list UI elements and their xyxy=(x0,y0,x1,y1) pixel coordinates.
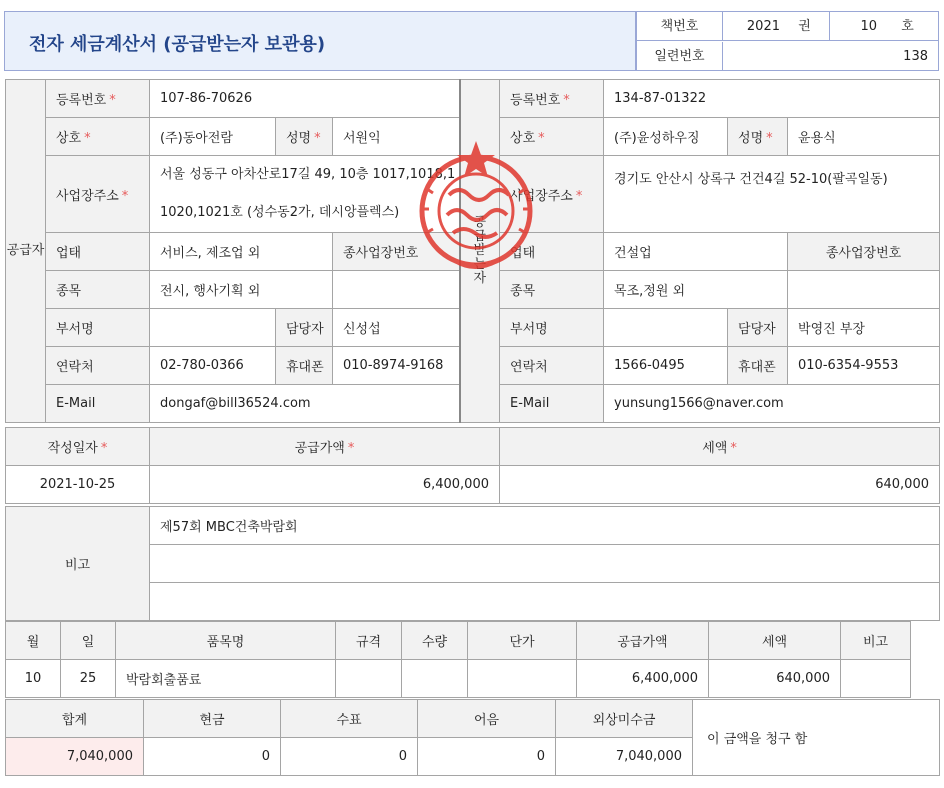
receiver-mobile-label: 휴대폰 xyxy=(728,347,788,385)
supplier-company: (주)동아전람 xyxy=(150,118,276,156)
remarks-line1: 제57회 MBC건축박람회 xyxy=(150,507,940,545)
totals-table xyxy=(5,699,940,776)
book-no: 10 xyxy=(860,19,877,34)
supplier-email-label: E-Mail xyxy=(46,385,150,423)
supply-label: 공급가액 * xyxy=(150,428,500,466)
remarks-table xyxy=(5,506,940,621)
items-header-supply: 공급가액 xyxy=(577,622,709,660)
receiver-sub-biz-value xyxy=(788,271,940,309)
receiver-company-label: 상호 * xyxy=(500,118,604,156)
receiver-side-label: 공급받는자 xyxy=(460,80,500,423)
items-header-day: 일 xyxy=(61,622,116,660)
receiver-dept-label: 부서명 xyxy=(500,309,604,347)
total-label: 합계 xyxy=(6,700,144,738)
total-value: 7,040,000 xyxy=(6,738,144,776)
item-note xyxy=(841,660,911,698)
item-name: 박람회출품료 xyxy=(116,660,336,698)
supplier-address xyxy=(150,156,460,233)
supply-value: 6,400,000 xyxy=(150,466,500,504)
book-number-box xyxy=(636,11,939,71)
receiver-reg-no: 134-87-01322 xyxy=(604,80,940,118)
supplier-sub-biz-value xyxy=(333,271,460,309)
receiver-reg-label: 등록번호 * xyxy=(500,80,604,118)
cash-value: 0 xyxy=(144,738,281,776)
items-header-tax: 세액 xyxy=(709,622,841,660)
supplier-reg-label: 등록번호 * xyxy=(46,80,150,118)
supplier-sub-biz-label: 종사업장번호 xyxy=(333,233,460,271)
items-header-qty: 수량 xyxy=(402,622,468,660)
title-box xyxy=(4,11,636,71)
serial-row xyxy=(637,42,938,71)
item-qty xyxy=(402,660,468,698)
remarks-label: 비고 xyxy=(6,507,150,621)
item-month: 10 xyxy=(6,660,61,698)
supplier-dept-label: 부서명 xyxy=(46,309,150,347)
supplier-manager: 신성섭 xyxy=(333,309,460,347)
receiver-item-label: 종목 xyxy=(500,271,604,309)
check-value: 0 xyxy=(281,738,418,776)
supplier-email: dongaf@bill36524.com xyxy=(150,385,460,423)
item-tax: 640,000 xyxy=(709,660,841,698)
items-header-name: 품목명 xyxy=(116,622,336,660)
receiver-mobile: 010-6354-9553 xyxy=(788,347,940,385)
supplier-name-label: 성명 * xyxy=(276,118,333,156)
book-ho: 호 xyxy=(901,19,914,34)
item-unit-price xyxy=(468,660,577,698)
book-row xyxy=(637,12,938,41)
receiver-address: 경기도 안산시 상록구 건건4길 52-10(팔곡일동) xyxy=(604,156,940,233)
receiver-sub-biz-label: 종사업장번호 xyxy=(788,233,940,271)
supplier-name: 서원익 xyxy=(333,118,460,156)
supplier-dept xyxy=(150,309,276,347)
receiver-email: yunsung1566@naver.com xyxy=(604,385,940,423)
items-header-unit-price: 단가 xyxy=(468,622,577,660)
receiver-manager-label: 담당자 xyxy=(728,309,788,347)
receiver-manager: 박영진 부장 xyxy=(788,309,940,347)
table-row xyxy=(6,660,911,698)
supplier-address-line1: 서울 성동구 아차산로17길 49, 10층 1017,1018,1 xyxy=(160,167,456,182)
bill-value: 0 xyxy=(418,738,556,776)
receiver-address-label: 사업장주소 * xyxy=(500,156,604,233)
receiver-dept xyxy=(604,309,728,347)
book-year: 2021 xyxy=(746,19,780,34)
supplier-biz-type-label: 업태 xyxy=(46,233,150,271)
items-header-note: 비고 xyxy=(841,622,911,660)
party-table xyxy=(5,79,940,423)
receiver-name-label: 성명 * xyxy=(728,118,788,156)
serial-no: 138 xyxy=(903,49,928,64)
check-label: 수표 xyxy=(281,700,418,738)
receiver-item: 목조,정원 외 xyxy=(604,271,788,309)
items-header-month: 월 xyxy=(6,622,61,660)
summary-table xyxy=(5,427,940,504)
supplier-manager-label: 담당자 xyxy=(276,309,333,347)
supplier-phone-label: 연락처 xyxy=(46,347,150,385)
book-kwon: 권 xyxy=(780,12,830,41)
supplier-mobile-label: 휴대폰 xyxy=(276,347,333,385)
supplier-address-label: 사업장주소 * xyxy=(46,156,150,233)
supplier-mobile: 010-8974-9168 xyxy=(333,347,460,385)
date-label: 작성일자 * xyxy=(6,428,150,466)
supplier-side-label: 공급자 xyxy=(6,80,46,423)
receiver-biz-type-label: 업태 xyxy=(500,233,604,271)
item-day: 25 xyxy=(61,660,116,698)
tax-label: 세액 * xyxy=(500,428,940,466)
supplier-phone: 02-780-0366 xyxy=(150,347,276,385)
items-header-spec: 규격 xyxy=(336,622,402,660)
receiver-phone-label: 연락처 xyxy=(500,347,604,385)
item-supply: 6,400,000 xyxy=(577,660,709,698)
claim-text: 이 금액을 청구 함 xyxy=(693,700,940,776)
book-label: 책번호 xyxy=(637,12,723,41)
credit-label: 외상미수금 xyxy=(556,700,693,738)
tax-value: 640,000 xyxy=(500,466,940,504)
credit-value: 7,040,000 xyxy=(556,738,693,776)
items-table xyxy=(5,621,911,698)
date-value: 2021-10-25 xyxy=(6,466,150,504)
receiver-biz-type: 건설업 xyxy=(604,233,788,271)
supplier-address-line2: 1020,1021호 (성수동2가, 데시앙플렉스) xyxy=(160,205,400,220)
supplier-item: 전시, 행사기획 외 xyxy=(150,271,333,309)
receiver-phone: 1566-0495 xyxy=(604,347,728,385)
serial-label: 일련번호 xyxy=(637,42,723,71)
remarks-line2 xyxy=(150,545,940,583)
receiver-company: (주)윤성하우징 xyxy=(604,118,728,156)
supplier-company-label: 상호 * xyxy=(46,118,150,156)
supplier-biz-type: 서비스, 제조업 외 xyxy=(150,233,333,271)
receiver-name: 윤용식 xyxy=(788,118,940,156)
cash-label: 현금 xyxy=(144,700,281,738)
remarks-line3 xyxy=(150,583,940,621)
supplier-item-label: 종목 xyxy=(46,271,150,309)
supplier-reg-no: 107-86-70626 xyxy=(150,80,460,118)
bill-label: 어음 xyxy=(418,700,556,738)
receiver-email-label: E-Mail xyxy=(500,385,604,423)
item-spec xyxy=(336,660,402,698)
page-title: 전자 세금계산서 (공급받는자 보관용) xyxy=(29,34,326,55)
